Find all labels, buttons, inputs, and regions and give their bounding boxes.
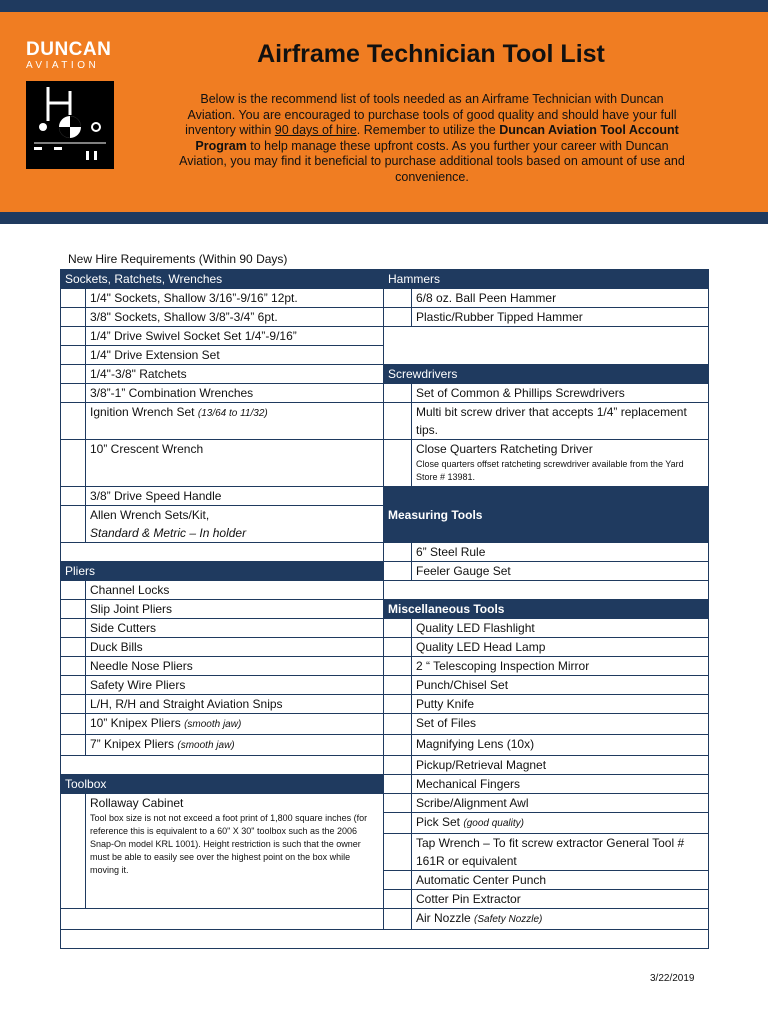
bottom-navy-band xyxy=(0,212,768,224)
item-text: Ignition Wrench Set xyxy=(90,405,195,419)
item-text: Close Quarters Ratcheting Driver xyxy=(416,442,593,456)
page-title: Airframe Technician Tool List xyxy=(257,40,605,68)
table-row xyxy=(61,756,709,775)
table-row xyxy=(61,695,709,714)
list-item: Side Cutters xyxy=(86,619,384,638)
list-item xyxy=(412,813,709,834)
list-item: 1/4" Sockets, Shallow 3/16”-9/16” 12pt. xyxy=(86,289,384,308)
list-item: Quality LED Flashlight xyxy=(412,619,709,638)
table-row xyxy=(61,619,709,638)
intro-underlined: 90 days of hire xyxy=(274,123,357,137)
duncan-logo xyxy=(26,40,126,169)
list-item: Tap Wrench – To fit screw extractor General Tool # 161R or equivalent xyxy=(412,834,709,871)
list-item: Automatic Center Punch xyxy=(412,871,709,890)
list-item: Channel Locks xyxy=(86,581,384,600)
table-row xyxy=(61,289,709,308)
item-note: (Safety Nozzle) xyxy=(474,914,543,925)
list-item: Duck Bills xyxy=(86,638,384,657)
item-text: 7” Knipex Pliers xyxy=(90,737,175,751)
logo-subtitle: AVIATION xyxy=(26,60,100,71)
section-header-sockets: Sockets, Ratchets, Wrenches xyxy=(61,270,384,289)
item-text: Pick Set xyxy=(416,815,461,829)
list-item: Cotter Pin Extractor xyxy=(412,890,709,909)
table-row xyxy=(61,794,709,813)
list-item: Punch/Chisel Set xyxy=(412,676,709,695)
list-item: 1/4” Drive Swivel Socket Set 1/4”-9/16” xyxy=(86,327,384,346)
list-item: Safety Wire Pliers xyxy=(86,676,384,695)
list-item: Putty Knife xyxy=(412,695,709,714)
table-row xyxy=(61,714,709,735)
intro-text-2: . Remember to utilize the xyxy=(356,123,500,137)
item-note: (smooth jaw) xyxy=(184,719,242,730)
list-item: Magnifying Lens (10x) xyxy=(412,735,709,756)
list-item: Feeler Gauge Set xyxy=(412,562,709,581)
logo-name: DUNCAN xyxy=(26,39,112,60)
section-header-pliers: Pliers xyxy=(61,562,384,581)
section-header-screwdrivers: Screwdrivers xyxy=(384,365,709,384)
table-row xyxy=(61,562,709,581)
list-item: Pickup/Retrieval Magnet xyxy=(412,756,709,775)
intro-text-3: to help manage these upfront costs. As you further your career with Duncan Aviation, you may find it beneficial to purchase additional tools based on amount of use and convenience. xyxy=(179,138,685,184)
item-text: Rollaway Cabinet xyxy=(90,796,184,810)
table-row xyxy=(61,735,709,756)
item-text: Air Nozzle xyxy=(416,911,471,925)
list-item: Set of Common & Phillips Screwdrivers xyxy=(412,384,709,403)
list-item: 10” Crescent Wrench xyxy=(86,440,384,487)
table-row xyxy=(61,930,709,949)
list-item: Scribe/Alignment Awl xyxy=(412,794,709,813)
requirements-title: New Hire Requirements (Within 90 Days) xyxy=(68,252,288,266)
table-row xyxy=(61,909,709,930)
list-item: 6/8 oz. Ball Peen Hammer xyxy=(412,289,709,308)
list-item: Multi bit screw driver that accepts 1/4” replacement tips. xyxy=(412,403,709,440)
footer-date: 3/22/2019 xyxy=(650,973,695,984)
table-row xyxy=(61,775,709,794)
table-row xyxy=(61,676,709,695)
list-item xyxy=(86,735,384,756)
list-item xyxy=(86,506,384,543)
intro-paragraph xyxy=(176,92,688,185)
section-header-measuring: Measuring Tools xyxy=(384,487,709,543)
table-row xyxy=(61,440,709,487)
list-item: Slip Joint Pliers xyxy=(86,600,384,619)
intro-bold: Duncan Aviation Tool Account Program xyxy=(195,123,679,153)
list-item xyxy=(86,794,384,909)
list-item xyxy=(412,909,709,930)
list-item: 1/4" Drive Extension Set xyxy=(86,346,384,365)
top-navy-band xyxy=(0,0,768,12)
list-item xyxy=(86,714,384,735)
list-item: 3/8”-1” Combination Wrenches xyxy=(86,384,384,403)
table-row xyxy=(61,327,709,346)
section-header-hammers: Hammers xyxy=(384,270,709,289)
item-note: (good quality) xyxy=(463,818,524,829)
intro-text-1: Below is the recommend list of tools needed as an Airframe Technician with Duncan Aviation. You are encouraged to purchase tools of good quality and should have your full inventory within xyxy=(185,92,677,137)
item-note: Close quarters offset ratcheting screwdriver available from the Yard Store # 13981. xyxy=(416,459,684,482)
list-item: Set of Files xyxy=(412,714,709,735)
list-item: Quality LED Head Lamp xyxy=(412,638,709,657)
table-row xyxy=(61,403,709,440)
item-note: (smooth jaw) xyxy=(177,740,235,751)
list-item xyxy=(86,403,384,440)
item-text: Allen Wrench Sets/Kit, xyxy=(90,508,210,522)
list-item xyxy=(412,440,709,487)
list-item: Needle Nose Pliers xyxy=(86,657,384,676)
tool-table xyxy=(60,269,709,949)
list-item: 3/8" Sockets, Shallow 3/8”-3/4” 6pt. xyxy=(86,308,384,327)
section-header-toolbox: Toolbox xyxy=(61,775,384,794)
list-item: Plastic/Rubber Tipped Hammer xyxy=(412,308,709,327)
list-item: 1/4"-3/8" Ratchets xyxy=(86,365,384,384)
item-note: Standard & Metric – In holder xyxy=(90,526,247,540)
list-item: Mechanical Fingers xyxy=(412,775,709,794)
table-row xyxy=(61,487,709,506)
list-item: 2 “ Telescoping Inspection Mirror xyxy=(412,657,709,676)
item-note: (13/64 to 11/32) xyxy=(197,408,268,419)
list-item: 3/8” Drive Speed Handle xyxy=(86,487,384,506)
table-row xyxy=(61,543,709,562)
item-text: 10” Knipex Pliers xyxy=(90,716,181,730)
item-note: Tool box size is not not exceed a foot print of 1,800 square inches (for reference this is equivalent to a 60" X 30" toolbox such as the 2006 Snap-On model KRL 1001). Height restriction is such that the owner must be able to easily see over the highest point on the box while moving it. xyxy=(90,813,368,875)
logo-emblem-icon xyxy=(26,81,114,169)
table-row xyxy=(61,657,709,676)
section-header-misc: Miscellaneous Tools xyxy=(384,600,709,619)
table-row xyxy=(61,600,709,619)
table-row xyxy=(61,308,709,327)
table-row xyxy=(61,581,709,600)
table-row xyxy=(61,638,709,657)
list-item: L/H, R/H and Straight Aviation Snips xyxy=(86,695,384,714)
table-row xyxy=(61,384,709,403)
table-row xyxy=(61,270,709,289)
list-item: 6” Steel Rule xyxy=(412,543,709,562)
table-row xyxy=(61,365,709,384)
